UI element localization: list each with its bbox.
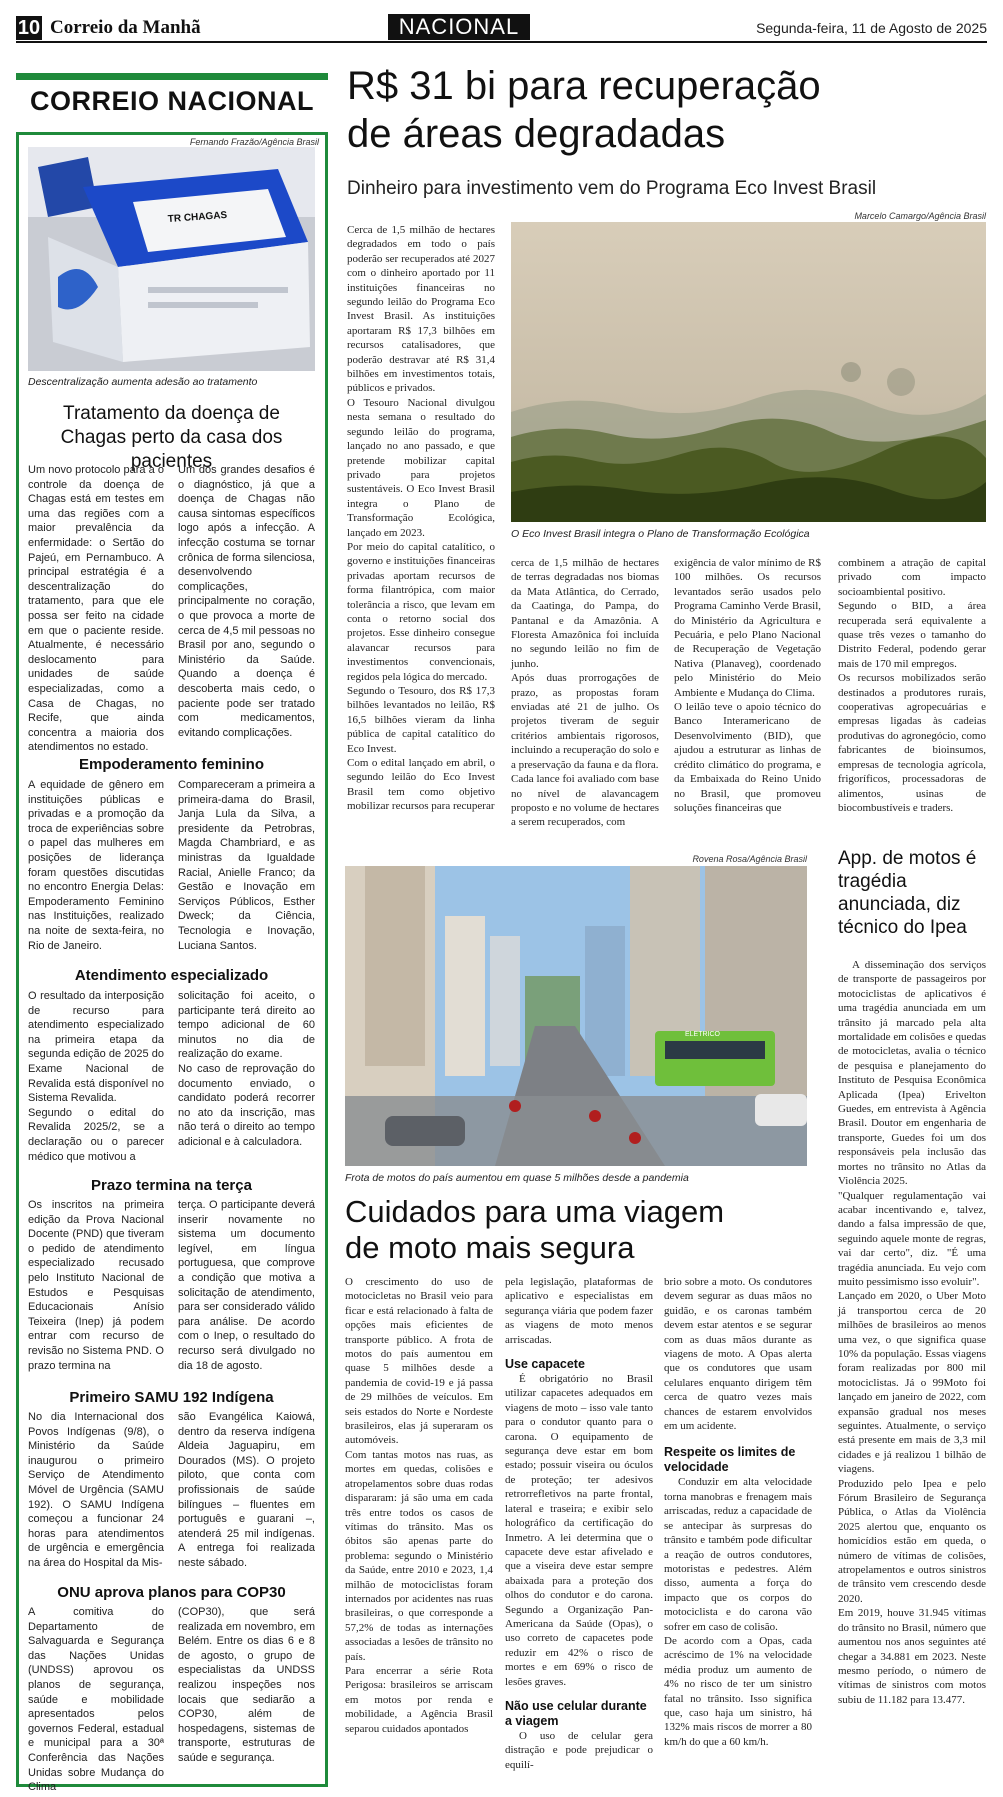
article2-col-3 (664, 1275, 812, 1749)
section-atendimento-title: Atendimento especializado (74, 967, 269, 984)
bus-destination-sign: ELETRICO (685, 1031, 721, 1038)
article2-col-3-intro: brio sobre a moto. Os condutores devem segurar as duas mãos no guidão, e os caronas também devem estar atentos e se segurar com as duas mãos durante as viagens de moto. A Opas alerta que os condutores que usam celulares enquanto dirigem têm cerca de quatro vezes mais chances de estarem envolvidos em um acidente. (664, 1276, 812, 1433)
section-prazo-title: Prazo termina na terça (91, 1177, 252, 1194)
chagas-headline: Tratamento da doença de Chagas perto da casa dos pacientes (60, 403, 283, 472)
section-prazo-col-2: terça. O participante deverá inserir novamente no sistema um documento legível, em língua portuguesa, que comprove a condição que motiva a solicitação de atendimento, para ser considerado válido para análise. De acordo com o Inep, o resultado do recurso será divulgado no dia 18 de agosto. (178, 1199, 315, 1372)
article3-headline: App. de motos é tragédia anunciada, diz técnico do Ipea (838, 848, 977, 938)
box-label: TR CHAGAS (167, 209, 228, 225)
article2-col-2-intro: pela legislação, plataformas de aplicativo e especialistas em segurança viária que podem fazer as viagens de moto menos arriscadas. (505, 1276, 653, 1346)
article3-body: A disseminação dos serviços de transporte de passageiros por motociclistas de aplicativos é uma tragédia anunciada em um trânsito já marcado pela alta mortalidade em colisões e quedas de motocicletas, avalia o técnico de pesquisa e planejamento do Instituto de Pesquisa Econômica Aplicada (Ipea) Erivelton Guedes, em entrevista à Agência Brasil. Doutor em engenharia de transporte, Guedes foi um dos responsáveis pela inclusão das mortes no trânsito no Atlas da Violência 2025. "Qualquer regulamentação vai acabar incentivando e, talvez, dando a falsa impressão de que, seguindo aquele monte de regras, vai dar certo", diz. "É uma tragédia anunciada. Eu vejo com muito pessimismo isso evoluir". Lançado em 2020, o Uber Moto já transportou cerca de 20 milhões de brasileiros ao menos uma vez, o que significa quase 10% da população. Essas viagens foram realizadas por 800 mil motociclistas. Já o 99Moto foi lançado em janeiro de 2022, com expansão gradual nos meses seguintes. Atualmente, o serviço está presente em mais de 3,3 mil cidades e já realizou 1 bilhão de viagens. Produzido pelo Ipea e pelo Fórum Brasileiro de Segurança Pública, o Atlas da Violência 2025 alertou que, enquanto os homicídios estão em queda, o número de vítimas de colisões, atropelamentos e outros sinistros de trânsito vem crescendo desde 2020. Em 2019, houve 31.945 vítimas do trânsito no Brasil, número que aumentou nos anos seguintes até chegar a 34.881 em 2023. Neste mesmo período, o número de vítimas de sinistros com motos subiu de 11.182 para 13.477. (838, 959, 986, 1706)
section-atendimento-col-1: O resultado da interposição de recurso para atendimento especializado na primeira etapa da segunda edição de 2025 do Exame Nacional de Revalida está disponível no Sistema Revalida. Segundo o edital do Revalida 2025/2, se a declaração ou o parecer médico que motivou a (28, 990, 164, 1163)
article1-headline-line1: R$ 31 bi para recuperação (347, 64, 821, 108)
sidebar-title: CORREIO NACIONAL (30, 86, 314, 116)
article1-col-1: Cerca de 1,5 milhão de hectares degradados em todo o país poderão ser recuperados até 2027 com o dinheiro aportado por 11 instituições financeiras no segundo leilão do Programa Eco Invest Brasil. As instituições aportaram R$ 17,3 bilhões em recursos catalisadores, que poderão destravar até R$ 31,4 bilhões em investimentos totais, públicos e privados. O Tesouro Nacional divulgou nesta semana o resultado do segundo leilão do programa, lançado no ano passado, e que pretende mobilizar capital privado para projetos sustentáveis. O Eco Invest Brasil integra o Plano de Transformação Ecológica, lançado em 2023. Por meio do capital catalítico, o governo e instituições financeiras privadas aportam recursos de forma filantrópica, com maior tolerância a risco, que levam em conta o retorno social dos projetos. Esse dinheiro consegue alavancar recursos para investimentos convencionais, regidos pela lógica do mercado. Segundo o Tesouro, dos R$ 17,3 bilhões levantados no leilão, R$ 16,5 bilhões vieram da linha pública de capital catalítico do Eco Invest. Com o edital lançado em abril, o segundo leilão do Eco Invest Brasil tem como objetivo mobilizar recursos para recuperar (347, 224, 495, 813)
subhead-use-capacete: Use capacete (505, 1357, 585, 1372)
section-empoderamento-col-1: A equidade de gênero em instituições públicas e privadas e a promoção da troca de experiências sobre o papel das mulheres em posições de liderança foram questões discutidas no encontro Energia Delas: Empoderamento Feminino nas Instituições, realizado na noite de sexta-feira, no Rio de Janeiro. (28, 779, 164, 952)
masthead-rule (16, 41, 987, 43)
article1-headline-line2: de áreas degradadas (347, 112, 726, 156)
article1-col-3: exigência de valor mínimo de R$ 100 milhões. Os recursos levantados serão usados pelo Programa Caminho Verde Brasil, do Ministério da Agricultura e Pecuária, e pelo Plano Nacional de Recuperação de Vegetação Nativa (Planaveg), coordenado pelo Ministério do Meio Ambiente e Mudança do Clima. O leilão teve o apoio técnico do Banco Interamericano de Desenvolvimento (BID), que ajudou a estruturar as linhas de crédito climático do programa, e da Embaixada do Reino Unido no Brasil, que promoveu soluções financeiras que (674, 557, 821, 814)
chagas-col-1: Um novo protocolo para a o controle da doença de Chagas está em testes em uma das regiões com a maior prevalência da enfermidade: o Sertão do Pajeú, em Pernambuco. A principal estratégia é a descentralização do tratamento, para que ele possa ser feito na cidade em que o paciente reside. Atualmente, é necessário deslocamento para unidades de saúde especializadas, como a Casa de Chagas, no Recife, que ainda concentra a maioria dos atendimentos no estado. (28, 464, 164, 754)
page-number: 10 (17, 17, 41, 39)
article2-col-2 (505, 1275, 653, 1772)
section-onu-col-2: (COP30), que será realizada em novembro, em Belém. Entre os dias 6 e 8 de agosto, o grupo de especialistas da UNDSS realizou inspeções nos locais que sediarão a COP30, além de hospedagens, sistemas de transporte, estruturas de saúde e segurança. (178, 1606, 315, 1764)
article2-headline-line2: de moto mais segura (345, 1230, 635, 1265)
article2-col-1: O crescimento do uso de motocicletas no Brasil veio para ficar e está relacionado à falta de opções mais eficientes de transporte público. A frota de motos do país aumentou em quase 5 milhões desde a pandemia de covid-19 e já passa de 29 milhões de veículos. Em seis estados do Norte e Nordeste brasileiros, elas já superaram os automóveis. Com tantas motos nas ruas, as mortes em quedas, colisões e atropelamentos sobre duas rodas dispararam: já são uma em cada três entre todos os casos de vítimas do trânsito. Mas os óbitos são apenas parte do problema: segundo o Ministério da Saúde, entre 2010 e 2023, 1,4 milhão de motociclistas foram internados por acidentes nas ruas brasileiras, o que corresponde a 57,2% de todas as internações associadas a lesões de trânsito no país. Para encerrar a série Rota Perigosa: brasileiros se arriscam em motos por renda e mobilidade, a Agência Brasil separou cuidados apontados (345, 1276, 493, 1735)
sidebar-photo-credit: Fernando Frazão/Agência Brasil (189, 137, 319, 147)
chagas-col-2: Um dos grandes desafios é o diagnóstico, já que a doença de Chagas não causa sintomas específicos logo após a infecção. A infecção costuma se tornar crônica de forma silenciosa, desenvolvendo complicações, principalmente no coração, o que provoca a morte de cerca de 4,5 mil pessoas no Brasil por ano, segundo o Ministério da Saúde. Quando a doença é descoberta mais cedo, o paciente pode ser tratado com medicamentos, evitando complicações. (178, 464, 315, 739)
article2-headline-line1: Cuidados para uma viagem (345, 1194, 725, 1229)
article1-photo-caption: O Eco Invest Brasil integra o Plano de Transformação Ecológica (511, 528, 810, 540)
section-atendimento-col-2: solicitação foi aceito, o participante terá direito ao tempo adicional de 60 minutos no dia de realização do exame. No caso de reprovação do documento enviado, o candidato poderá recorrer no ato da inscrição, mas não terá o direito ao tempo adicional e à calculadora. (178, 990, 315, 1148)
article1-photo-credit: Marcelo Camargo/Agência Brasil (854, 211, 986, 221)
article2-col-2-end: O uso de celular gera distração e pode prejudicar o equilí- (505, 1729, 653, 1771)
sidebar-photo-caption: Descentralização aumenta adesão ao tratamento (28, 376, 258, 388)
newspaper-name: Correio da Manhã (50, 17, 201, 38)
issue-date: Segunda-feira, 11 de Agosto de 2025 (756, 20, 987, 36)
section-label: NACIONAL (388, 14, 530, 40)
subhead-respeite-limites: Respeite os limites de velocidade (664, 1445, 796, 1475)
section-onu-col-1: A comitiva do Departamento de Salvaguarda e Segurança das Nações Unidas (UNDSS) aprovou os planos de segurança, saúde e mobilidade apresentados pelos governos Federal, estadual e municipal para a 30ª Conferência das Nações Unidas sobre Mudança do Clima (28, 1606, 164, 1794)
article2-col-2-body: É obrigatório no Brasil utilizar capacetes adequados em viagens de moto – isso vale tanto para o condutor quanto para o carona. O equipamento de segurança deve estar em bom estado; possuir viseira ou óculos de proteção; ter adesivos retrorrefletivos na parte frontal, lateral e traseira; e exibir selo holográfico da certificação do Inmetro. A lei determina que o capacete deve estar afivelado e que a viseira deve estar sempre abaixada para a proteção dos olhos do condutor e do carona. Segundo a Organização Pan-Americana da Saúde (Opas), o uso correto de capacetes pode reduzir em 42% o risco de mortes e em 69% o risco de lesões graves. (505, 1373, 653, 1688)
section-onu-title: ONU aprova planos para COP30 (57, 1584, 286, 1601)
article1-col-2: cerca de 1,5 milhão de hectares de terras degradadas nos biomas da Mata Atlântica, do Cerrado, da Caatinga, do Pampa, do Pantanal e da Amazônia. A Floresta Amazônica foi incluída no segundo leilão no fim de junho. Após duas prorrogações de prazo, as propostas foram enviadas até 21 de julho. Os projetos tiveram de seguir critérios ambientais rigorosos, incluindo a recuperação do solo e a preservação da fauna e da flora. Cada lance foi avaliado com base no nível de alavancagem proposto e no volume de hectares a serem recuperados, com (511, 557, 659, 829)
section-empoderamento-title: Empoderamento feminino (78, 756, 265, 773)
chagas-test-photo (28, 147, 315, 371)
article2-col-3-body: Conduzir em alta velocidade torna manobras e frenagem mais arriscadas, reduz a capacidade de se antecipar às surpresas do trânsito e também pode dificultar a reação de outros condutores, motoristas e pedestres. Além disso, aumenta a força do impacto que os corpos do motociclista e do carona vão sofrer em caso de colisão. De acordo com a Opas, cada acréscimo de 1% na velocidade média produz um aumento de 4% no risco de ter um sinistro fatal no trânsito. Isso significa que, caso haja um sinistro, há 132% mais riscos de morrer a 80 km/h do que a 60 km/h. (664, 1476, 812, 1748)
section-empoderamento-col-2: Compareceram a primeira a primeira-dama do Brasil, Janja Lula da Silva, a presidente da Petrobras, Magda Chambriard, e as ministras da Igualdade Racial, Anielle Franco; da Gestão e Inovação em Serviços Públicos, Esther Dweck; da Ciência, Tecnologia e Inovação, Luciana Santos. (178, 779, 315, 952)
subhead-nao-use-celular: Não use celular durante a viagem (505, 1698, 647, 1728)
article1-col-4: combinem a atração de capital privado com impacto socioambiental positivo. Segundo o BID, a área recuperada será equivalente a quase três vezes o tamanho do Distrito Federal, podendo gerar mais de 170 mil empregos. Os recursos mobilizados serão destinados a produtores rurais, cooperativas agropecuárias e empresas ligadas às cadeias produtivas do agronegócio, como fabricantes de bioinsumos, empresas de tecnologia agrícola, frigoríficos, processadoras de alimentos, usinas de biocombustíveis e traders. (838, 557, 986, 814)
article1-deck: Dinheiro para investimento vem do Programa Eco Invest Brasil (347, 178, 877, 199)
section-samu-col-1: No dia Internacional dos Povos Indígenas (9/8), o Ministério da Saúde inaugurou o primeiro Serviço de Atendimento Móvel de Urgência (SAMU 192). O SAMU Indígena começou a funcionar 24 horas para atendimentos de urgência e emergência na área do Hospital da Mis- (28, 1411, 164, 1569)
article2-photo-caption: Frota de motos do país aumentou em quase 5 milhões desde a pandemia (345, 1172, 689, 1184)
sidebar-accent-bar (16, 73, 328, 80)
section-prazo-col-1: Os inscritos na primeira edição da Prova Nacional Docente (PND) que tiveram o pedido de atendimento especializado recusado pelo Instituto Nacional de Estudos e Pesquisas Educacionais Anísio Teixeira (Inep) já podem entrar com recurso de revisão no Sistema PND. O prazo termina na (28, 1199, 164, 1372)
section-samu-col-2: são Evangélica Kaiowá, dentro da reserva indígena Aldeia Jaguapiru, em Dourados (MS). O projeto piloto, que conta com profissionais de saúde bilíngues – fluentes em português e guarani –, atenderá 25 mil indígenas. A entrega foi realizada neste sábado. (178, 1411, 315, 1569)
article2-photo-credit: Rovena Rosa/Agência Brasil (692, 854, 807, 864)
traffic-street-photo (345, 866, 807, 1166)
section-samu-title: Primeiro SAMU 192 Indígena (69, 1389, 274, 1406)
forest-landscape-photo (511, 222, 986, 522)
